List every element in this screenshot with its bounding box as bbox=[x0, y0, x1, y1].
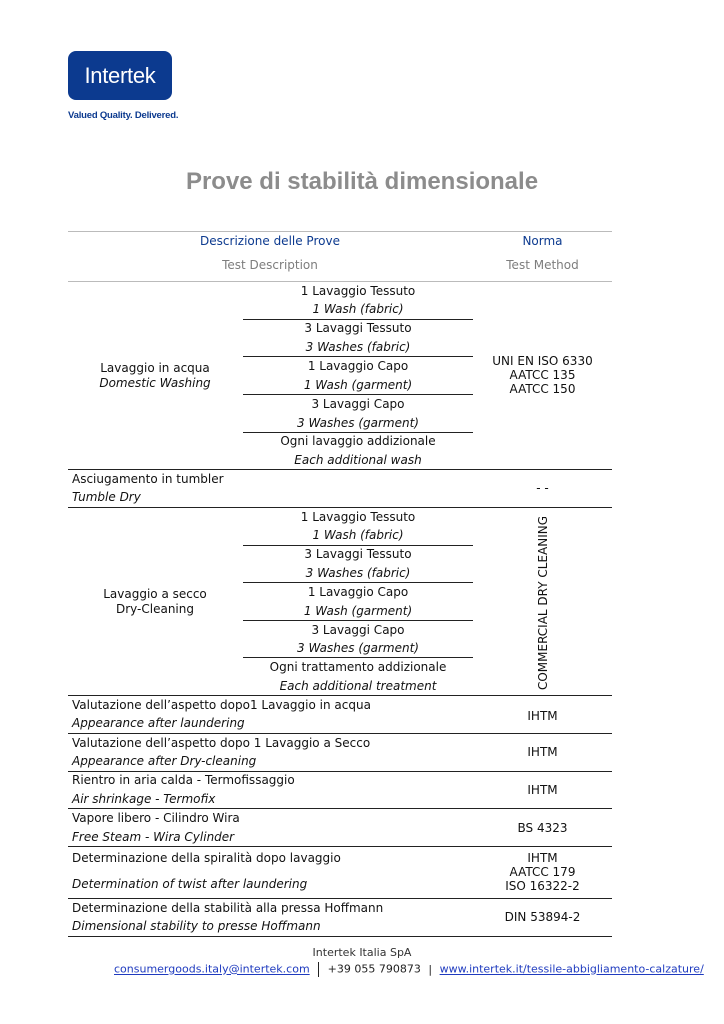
col-header-norm-it: Norma bbox=[522, 234, 563, 248]
row-divider bbox=[243, 545, 473, 546]
row-3-norm: IHTM bbox=[527, 783, 558, 797]
domestic-item-3-en: 1 Wash (garment) bbox=[303, 378, 413, 392]
col-header-description-it: Descrizione delle Prove bbox=[200, 234, 340, 248]
domestic-item-1-it: 1 Lavaggio Tessuto bbox=[300, 284, 416, 298]
dry-item-2-en: 3 Washes (fabric) bbox=[305, 566, 411, 580]
domestic-item-2-it: 3 Lavaggi Tessuto bbox=[304, 321, 412, 335]
row-5-norm-3: ISO 16322-2 bbox=[505, 879, 580, 893]
footer-email-link[interactable]: consumergoods.italy@intertek.com bbox=[114, 962, 310, 976]
tumble-norm: - - bbox=[536, 481, 549, 495]
domestic-label-en: Domestic Washing bbox=[99, 376, 211, 390]
table-top-rule bbox=[68, 231, 612, 232]
col-header-description-en: Test Description bbox=[222, 258, 318, 272]
row-2-norm: IHTM bbox=[527, 745, 558, 759]
header-bottom-rule bbox=[68, 281, 612, 282]
intertek-logo bbox=[68, 51, 172, 100]
table-bottom-rule bbox=[68, 936, 612, 937]
dry-item-5-it: Ogni trattamento addizionale bbox=[269, 660, 447, 674]
dry-item-5-en: Each additional treatment bbox=[279, 679, 437, 693]
section-divider bbox=[68, 507, 612, 508]
footer-phone: +39 055 790873 bbox=[327, 962, 421, 976]
row-divider bbox=[243, 319, 473, 320]
domestic-norm-2: AATCC 135 bbox=[509, 368, 576, 382]
domestic-item-5-it: Ogni lavaggio addizionale bbox=[280, 434, 436, 448]
domestic-item-1-en: 1 Wash (fabric) bbox=[312, 302, 404, 316]
row-6-norm: DIN 53894-2 bbox=[504, 910, 581, 924]
row-2-it: Valutazione dell’aspetto dopo 1 Lavaggio a Secco bbox=[72, 736, 371, 750]
row-divider bbox=[243, 620, 473, 621]
dry-label-it: Lavaggio a secco bbox=[103, 587, 207, 601]
col-header-norm-en: Test Method bbox=[506, 258, 579, 272]
tumble-en: Tumble Dry bbox=[72, 490, 141, 504]
row-divider bbox=[243, 432, 473, 433]
dry-item-1-en: 1 Wash (fabric) bbox=[312, 528, 404, 542]
row-6-en: Dimensional stability to presse Hoffmann bbox=[72, 919, 321, 933]
dry-item-3-it: 1 Lavaggio Capo bbox=[307, 585, 409, 599]
domestic-item-3-it: 1 Lavaggio Capo bbox=[307, 359, 409, 373]
row-divider bbox=[243, 356, 473, 357]
footer-separator bbox=[318, 962, 319, 977]
domestic-item-4-it: 3 Lavaggi Capo bbox=[311, 397, 405, 411]
section-divider bbox=[68, 808, 612, 809]
row-1-it: Valutazione dell’aspetto dopo1 Lavaggio in acqua bbox=[72, 698, 371, 712]
footer-company: Intertek Italia SpA bbox=[312, 946, 412, 959]
domestic-item-5-en: Each additional wash bbox=[294, 453, 422, 467]
domestic-norm-1: UNI EN ISO 6330 bbox=[492, 354, 593, 368]
row-2-en: Appearance after Dry-cleaning bbox=[72, 754, 257, 768]
row-divider bbox=[243, 582, 473, 583]
row-6-it: Determinazione della stabilità alla pressa Hoffmann bbox=[72, 901, 384, 915]
footer-divider: | bbox=[428, 962, 433, 976]
domestic-label-it: Lavaggio in acqua bbox=[100, 361, 210, 375]
row-4-norm: BS 4323 bbox=[517, 821, 568, 835]
section-divider bbox=[68, 695, 612, 696]
dry-item-1-it: 1 Lavaggio Tessuto bbox=[300, 510, 416, 524]
row-divider bbox=[243, 394, 473, 395]
row-3-en: Air shrinkage - Termofix bbox=[72, 792, 216, 806]
row-4-en: Free Steam - Wira Cylinder bbox=[72, 830, 235, 844]
row-3-it: Rientro in aria calda - Termofissaggio bbox=[72, 773, 295, 787]
dry-item-4-en: 3 Washes (garment) bbox=[297, 641, 419, 655]
row-5-en: Determination of twist after laundering bbox=[72, 877, 308, 891]
row-4-it: Vapore libero - Cilindro Wira bbox=[72, 811, 240, 825]
section-divider bbox=[68, 733, 612, 734]
dry-norm-vertical: COMMERCIAL DRY CLEANING bbox=[536, 515, 550, 691]
tumble-it: Asciugamento in tumbler bbox=[72, 472, 224, 486]
section-divider bbox=[68, 898, 612, 899]
row-5-norm-2: AATCC 179 bbox=[509, 865, 576, 879]
logo-text: Intertek bbox=[84, 62, 156, 88]
row-5-it: Determinazione della spiralità dopo lavaggio bbox=[72, 851, 341, 865]
section-divider bbox=[68, 469, 612, 470]
row-1-norm: IHTM bbox=[527, 709, 558, 723]
domestic-norm-3: AATCC 150 bbox=[509, 382, 576, 396]
section-divider bbox=[68, 771, 612, 772]
domestic-item-4-en: 3 Washes (garment) bbox=[297, 416, 419, 430]
tagline: Valued Quality. Delivered. bbox=[68, 110, 179, 121]
row-5-norm-1: IHTM bbox=[527, 851, 558, 865]
footer-website-link[interactable]: www.intertek.it/tessile-abbigliamento-calzature/ bbox=[439, 962, 704, 976]
dry-item-3-en: 1 Wash (garment) bbox=[303, 604, 413, 618]
dry-label-en: Dry-Cleaning bbox=[115, 602, 194, 616]
row-divider bbox=[243, 657, 473, 658]
page-title: Prove di stabilità dimensionale bbox=[185, 168, 539, 195]
dry-item-2-it: 3 Lavaggi Tessuto bbox=[304, 547, 412, 561]
dry-item-4-it: 3 Lavaggi Capo bbox=[311, 623, 405, 637]
footer-contacts bbox=[114, 962, 704, 977]
section-divider bbox=[68, 846, 612, 847]
domestic-item-2-en: 3 Washes (fabric) bbox=[305, 340, 411, 354]
row-1-en: Appearance after laundering bbox=[72, 716, 245, 730]
